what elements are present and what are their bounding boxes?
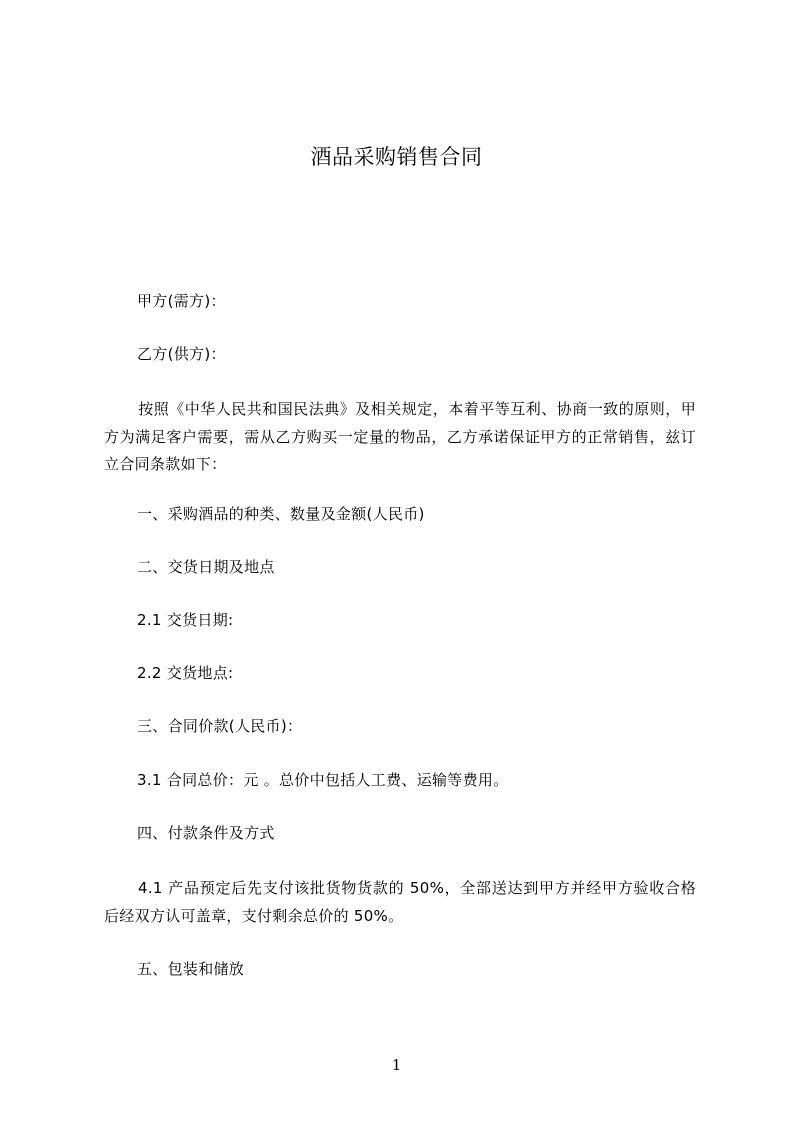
preamble-paragraph xyxy=(104,396,696,479)
preamble-text: 按照《中华人民共和国民法典》及相关规定，本着平等互利、协商一致的原则，甲方为满足客户需要，需从乙方购买一定量的物品，乙方承诺保证甲方的正常销售，兹订立合同条款如下： xyxy=(104,400,696,473)
party-a-label: 甲方(需方)： xyxy=(137,292,226,310)
section-4-1-payment-terms xyxy=(104,875,696,930)
party-b-label: 乙方(供方)： xyxy=(137,345,226,363)
section-2-heading: 二、交货日期及地点 xyxy=(137,558,275,576)
document-title: 酒品采购销售合同 xyxy=(310,145,483,169)
page-number: 1 xyxy=(391,1056,402,1074)
section-2-1-delivery-date: 2.1 交货日期: xyxy=(137,611,234,629)
section-1-heading: 一、采购酒品的种类、数量及金额(人民币) xyxy=(137,505,425,523)
section-3-heading: 三、合同价款(人民币)： xyxy=(137,717,303,735)
section-4-1-text: 4.1 产品预定后先支付该批货物货款的 50%，全部送达到甲方并经甲方验收合格后经双方认可盖章，支付剩余总价的 50%。 xyxy=(104,879,696,925)
section-4-heading: 四、付款条件及方式 xyxy=(137,824,275,842)
section-2-2-delivery-place: 2.2 交货地点: xyxy=(137,664,234,682)
section-5-heading: 五、包装和储放 xyxy=(137,960,245,978)
section-3-1-total-price: 3.1 合同总价：元 。总价中包括人工费、运输等费用。 xyxy=(137,771,509,789)
